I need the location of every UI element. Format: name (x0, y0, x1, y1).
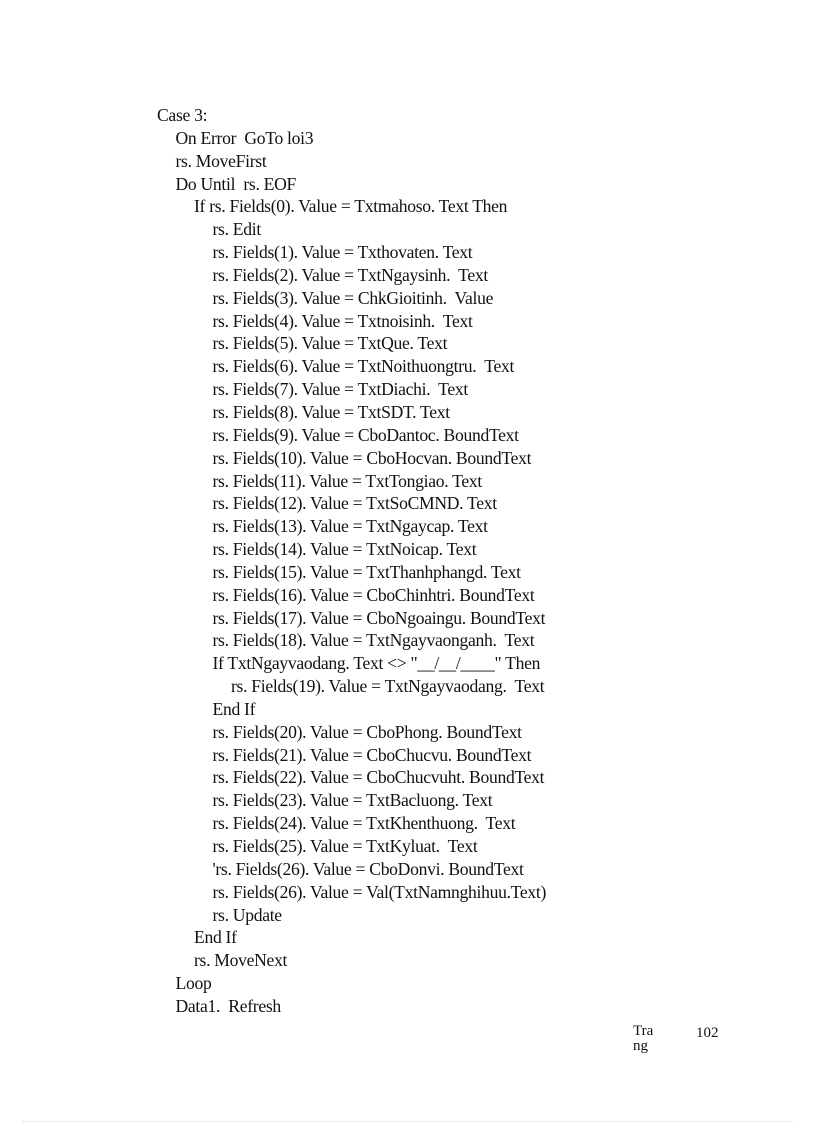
code-line: On Error GoTo loi3 (175, 127, 314, 148)
code-line: rs. Fields(13). Value = TxtNgaycap. Text (212, 516, 488, 537)
page-label: Trang (633, 1024, 654, 1054)
code-line: rs. Fields(12). Value = TxtSoCMND. Text (212, 493, 497, 514)
code-listing (157, 104, 546, 1018)
code-line: rs. Fields(10). Value = CboHocvan. BoundText (212, 447, 532, 468)
code-line: rs. Fields(16). Value = CboChinhtri. BoundText (212, 584, 535, 605)
code-line: Case 3: (157, 105, 208, 125)
page-bottom-divider (22, 1121, 794, 1122)
code-line: rs. Edit (212, 219, 261, 240)
code-line: rs. MoveNext (194, 950, 288, 971)
code-line: rs. Fields(23). Value = TxtBacluong. Text (212, 790, 493, 811)
code-line: rs. Fields(20). Value = CboPhong. BoundText (212, 721, 522, 742)
code-line: End If (212, 698, 256, 719)
code-line: rs. Fields(11). Value = TxtTongiao. Text (212, 470, 482, 491)
code-line: rs. Fields(3). Value = ChkGioitinh. Value (212, 287, 494, 308)
code-line: rs. Fields(14). Value = TxtNoicap. Text (212, 539, 477, 560)
code-line: rs. Update (212, 904, 282, 925)
code-line: If TxtNgayvaodang. Text <> "__/__/____" Then (212, 653, 541, 674)
code-line: Do Until rs. EOF (175, 173, 297, 194)
code-line: rs. Fields(19). Value = TxtNgayvaodang. Text (231, 676, 545, 697)
code-line: rs. Fields(4). Value = Txtnoisinh. Text (212, 310, 473, 331)
code-line: rs. Fields(2). Value = TxtNgaysinh. Text (212, 264, 488, 285)
code-line: rs. MoveFirst (175, 150, 267, 171)
code-line: rs. Fields(8). Value = TxtSDT. Text (212, 401, 450, 422)
code-line: rs. Fields(26). Value = Val(TxtNamnghihuu.Text) (212, 881, 547, 902)
code-line: rs. Fields(7). Value = TxtDiachi. Text (212, 379, 468, 400)
code-line: rs. Fields(17). Value = CboNgoaingu. BoundText (212, 607, 546, 628)
code-line: rs. Fields(25). Value = TxtKyluat. Text (212, 836, 478, 856)
code-line: If rs. Fields(0). Value = Txtmahoso. Text Then (194, 196, 508, 217)
code-line: rs. Fields(18). Value = TxtNgayvaonganh. Text (212, 630, 535, 651)
code-line: Data1. Refresh (175, 995, 281, 1016)
code-line: rs. Fields(6). Value = TxtNoithuongtru. Text (212, 356, 515, 377)
code-line: End If (194, 927, 237, 948)
code-line: rs. Fields(21). Value = CboChucvu. BoundText (212, 744, 532, 765)
code-line: rs. Fields(24). Value = TxtKhenthuong. Text (212, 813, 516, 834)
code-line: Loop (175, 973, 212, 994)
code-line: rs. Fields(1). Value = Txthovaten. Text (212, 242, 473, 263)
code-line: 'rs. Fields(26). Value = CboDonvi. BoundText (212, 858, 524, 879)
page-number: 102 (696, 1025, 719, 1041)
code-line: rs. Fields(9). Value = CboDantoc. BoundText (212, 424, 519, 445)
code-line: rs. Fields(15). Value = TxtThanhphangd. Text (212, 561, 521, 582)
code-line: rs. Fields(5). Value = TxtQue. Text (212, 333, 448, 354)
code-line: rs. Fields(22). Value = CboChucvuht. BoundText (212, 767, 545, 788)
